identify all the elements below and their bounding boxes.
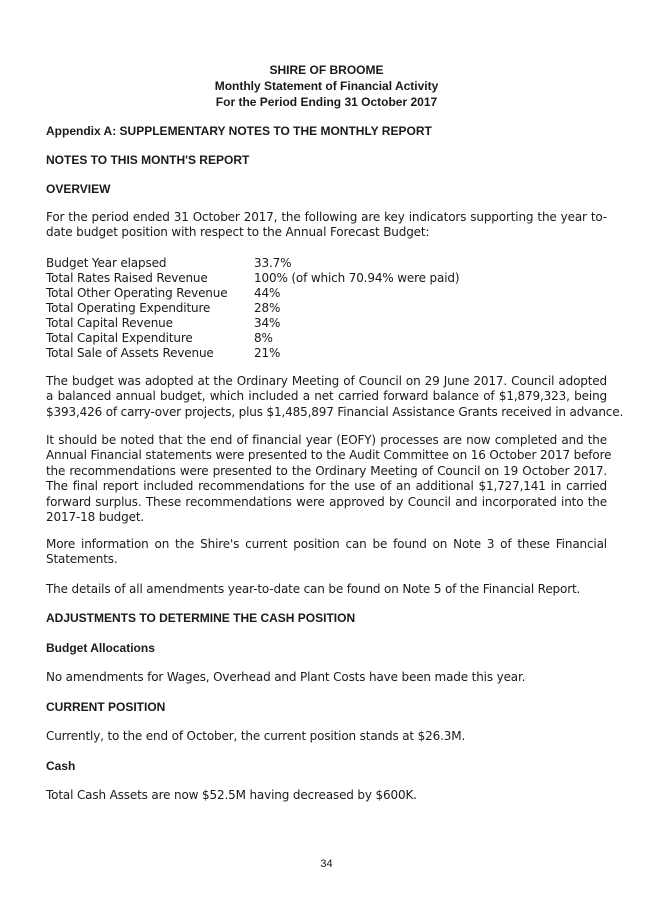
paragraph-line: No amendments for Wages, Overhead and Plant Costs have been made this year. xyxy=(46,670,526,684)
adjustments-heading: ADJUSTMENTS TO DETERMINE THE CASH POSITION xyxy=(46,611,356,625)
paragraph-line: 2017-18 budget. xyxy=(46,510,145,525)
indicator-label: Total Rates Raised Revenue xyxy=(46,271,208,285)
indicator-row xyxy=(46,301,459,316)
indicator-label: Total Capital Expenditure xyxy=(46,331,193,345)
indicator-row xyxy=(46,316,459,331)
eofy-paragraph xyxy=(46,433,612,525)
budget-adoption-paragraph xyxy=(46,374,624,420)
key-indicators-list xyxy=(46,256,459,361)
indicator-row xyxy=(46,346,459,361)
overview-intro xyxy=(46,210,607,241)
paragraph-line: a balanced annual budget, which included a net carried forward balance of $1,879,323, being xyxy=(46,389,607,404)
report-title: Monthly Statement of Financial Activity xyxy=(214,79,439,93)
paragraph-line: More information on the Shire's current position can be found on Note 3 of these Financial xyxy=(46,537,607,551)
paragraph-line: forward surplus. These recommendations were approved by Council and incorporated into the xyxy=(46,494,607,509)
org-name: SHIRE OF BROOME xyxy=(269,63,384,77)
paragraph-line: Annual Financial statements were presented to the Audit Committee on 16 October 2017 before xyxy=(46,448,612,463)
notes-heading: NOTES TO THIS MONTH'S REPORT xyxy=(46,153,250,167)
paragraph-line: Total Cash Assets are now $52.5M having decreased by $600K. xyxy=(46,788,417,802)
paragraph-line: The details of all amendments year-to-date can be found on Note 5 of the Financial Report. xyxy=(46,582,581,596)
budget-allocations-text xyxy=(46,670,607,685)
page-number: 34 xyxy=(320,858,333,870)
indicator-label: Total Other Operating Revenue xyxy=(46,286,228,300)
indicator-value: 33.7% xyxy=(254,256,292,270)
report-period: For the Period Ending 31 October 2017 xyxy=(215,95,438,109)
indicator-label: Total Sale of Assets Revenue xyxy=(46,346,214,360)
indicator-row xyxy=(46,331,459,346)
overview-intro-line: date budget position with respect to the Annual Forecast Budget: xyxy=(46,225,430,240)
indicator-value: 21% xyxy=(254,346,281,360)
paragraph-line: Currently, to the end of October, the current position stands at $26.3M. xyxy=(46,729,466,743)
indicator-value: 8% xyxy=(254,331,273,345)
paragraph-line: Statements. xyxy=(46,552,118,567)
indicator-value: 34% xyxy=(254,316,281,330)
indicator-label: Total Operating Expenditure xyxy=(46,301,211,315)
paragraph-line: $393,426 of carry-over projects, plus $1,485,897 Financial Assistance Grants received in advance. xyxy=(46,404,624,419)
amendments-paragraph xyxy=(46,582,607,597)
paragraph-line: the recommendations were presented to the Ordinary Meeting of Council on 19 October 2017. xyxy=(46,463,607,478)
indicator-label: Total Capital Revenue xyxy=(46,316,173,330)
overview-heading: OVERVIEW xyxy=(46,182,111,196)
indicator-label: Budget Year elapsed xyxy=(46,256,167,270)
indicator-value: 28% xyxy=(254,301,281,315)
indicator-row xyxy=(46,286,459,301)
indicator-row xyxy=(46,256,459,271)
indicator-row xyxy=(46,271,459,286)
appendix-heading: Appendix A: SUPPLEMENTARY NOTES TO THE MONTHLY REPORT xyxy=(46,124,432,138)
paragraph-line: It should be noted that the end of financial year (EOFY) processes are now completed and the xyxy=(46,433,607,447)
overview-intro-line: For the period ended 31 October 2017, the following are key indicators supporting the year to- xyxy=(46,210,607,224)
more-info-paragraph xyxy=(46,537,607,568)
cash-heading: Cash xyxy=(46,759,76,773)
paragraph-line: The budget was adopted at the Ordinary Meeting of Council on 29 June 2017. Council adopted xyxy=(46,374,607,388)
indicator-value: 44% xyxy=(254,286,281,300)
paragraph-line: The final report included recommendations for the use of an additional $1,727,141 in carried xyxy=(46,479,607,494)
budget-allocations-heading: Budget Allocations xyxy=(46,641,155,655)
current-position-heading: CURRENT POSITION xyxy=(46,700,166,714)
cash-text xyxy=(46,788,607,803)
indicator-value: 100% (of which 70.94% were paid) xyxy=(254,271,460,285)
current-position-text xyxy=(46,729,607,744)
